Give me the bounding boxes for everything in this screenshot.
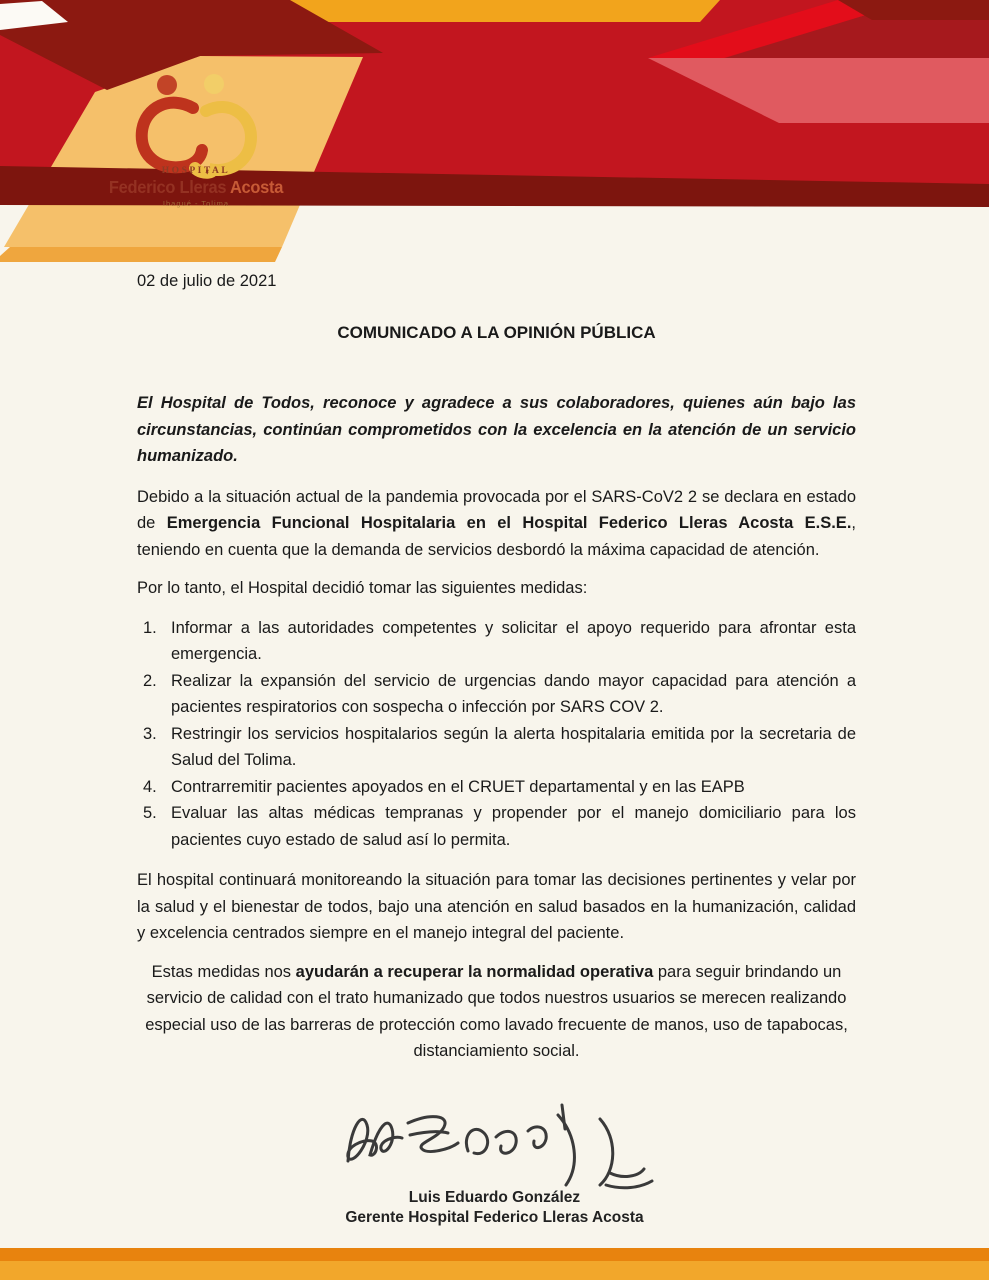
- document-date: 02 de julio de 2021: [137, 272, 277, 290]
- measure-item: [137, 774, 856, 801]
- measure-text: Contrarremitir pacientes apoyados en el CRUET departamental y en las EAPB: [171, 777, 745, 796]
- header-amber-band: [285, 0, 720, 22]
- text-segment: Emergencia Funcional Hospitalaria en el Hospital Federico Lleras Acosta E.S.E.: [166, 514, 852, 532]
- measure-number: 1.: [143, 618, 157, 637]
- measures-list: [137, 615, 856, 854]
- measure-text: Realizar la expansión del servicio de urgencias dando mayor capacidad para atención a pacientes respiratorios con sospecha o infección por SARS COV 2.: [171, 671, 856, 716]
- signatory-role: Gerente Hospital Federico Lleras Acosta: [345, 1208, 644, 1226]
- handwritten-signature: [300, 1093, 680, 1193]
- measure-item: [137, 721, 856, 774]
- measure-item: [137, 668, 856, 721]
- footer-bar-dark-orange: [0, 1248, 989, 1261]
- header-artwork: [0, 0, 989, 265]
- logo-location: Ibagué - Tolima: [162, 199, 230, 209]
- paragraph-monitoreo: El hospital continuará monitoreando la situación para tomar las decisiones pertinentes y velar por la salud y el bienestar de todos, bajo una atención en salud basados en la humanización, calidad y excelencia centrados siempre en el manejo integral del paciente.: [137, 871, 856, 942]
- text-segment: para seguir brindando un servicio de calidad con el trato humanizado que todos nuestros usuarios se merecen realizando especial uso de las barreras de protección como lavado frecuente de manos, uso de tapabocas, distanciamiento social.: [145, 962, 848, 1060]
- logo-hospital-name: [104, 178, 288, 196]
- hospital-logo-text: [98, 167, 294, 208]
- measure-number: 2.: [143, 671, 157, 690]
- logo-hospital-label: HOSPITAL: [161, 166, 231, 176]
- text-segment: ayudarán a recuperar la normalidad operativa: [295, 962, 654, 981]
- logo-figure-gold-head: [204, 74, 224, 94]
- signature-block: [290, 1093, 690, 1198]
- text-segment: Debido a la situación actual de la pandemia provocada por el SARS-CoV2 2 se declara en estado de: [137, 487, 856, 532]
- logo-panel-strip: [0, 247, 282, 262]
- paragraph-normalidad: [137, 959, 856, 1065]
- paragraph-medidas-leadin: Por lo tanto, el Hospital decidió tomar las siguientes medidas:: [137, 579, 588, 597]
- logo-name-primary: Federico Lleras: [108, 176, 227, 197]
- measure-text: Restringir los servicios hospitalarios según la alerta hospitalaria emitida por la secretaria de Salud del Tolima.: [171, 724, 856, 769]
- text-segment: , teniendo en cuenta que la demanda de servicios desbordó la máxima capacidad de atención.: [137, 514, 856, 559]
- logo-name-accent: Acosta: [229, 176, 284, 197]
- signatory: [0, 1188, 989, 1227]
- logo-figure-red-head: [157, 75, 177, 95]
- document-title: COMUNICADO A LA OPINIÓN PÚBLICA: [337, 322, 656, 342]
- letter-body: [137, 268, 856, 1065]
- measure-text: Evaluar las altas médicas tempranas y propender por el manejo domiciliario para los pacientes cuyo estado de salud así lo permita.: [171, 804, 856, 849]
- text-segment: Estas medidas nos: [151, 962, 296, 981]
- paragraph-emergencia: [137, 484, 856, 564]
- measure-number: 5.: [143, 804, 157, 822]
- signatory-name: Luis Eduardo González: [408, 1189, 581, 1206]
- intro-paragraph: [137, 390, 856, 470]
- measure-item: [137, 800, 856, 853]
- text-segment: El Hospital de Todos, reconoce y agradece a sus colaboradores, quienes aún bajo las circunstancias, continúan comprometidos con la excelencia en la atención de un servicio humanizado.: [137, 394, 856, 465]
- measure-item: [137, 615, 856, 668]
- measure-text: Informar a las autoridades competentes y solicitar el apoyo requerido para afrontar esta emergencia.: [171, 618, 856, 663]
- measure-number: 4.: [143, 777, 157, 796]
- footer-bar-amber: [0, 1261, 989, 1280]
- measure-number: 3.: [143, 724, 157, 743]
